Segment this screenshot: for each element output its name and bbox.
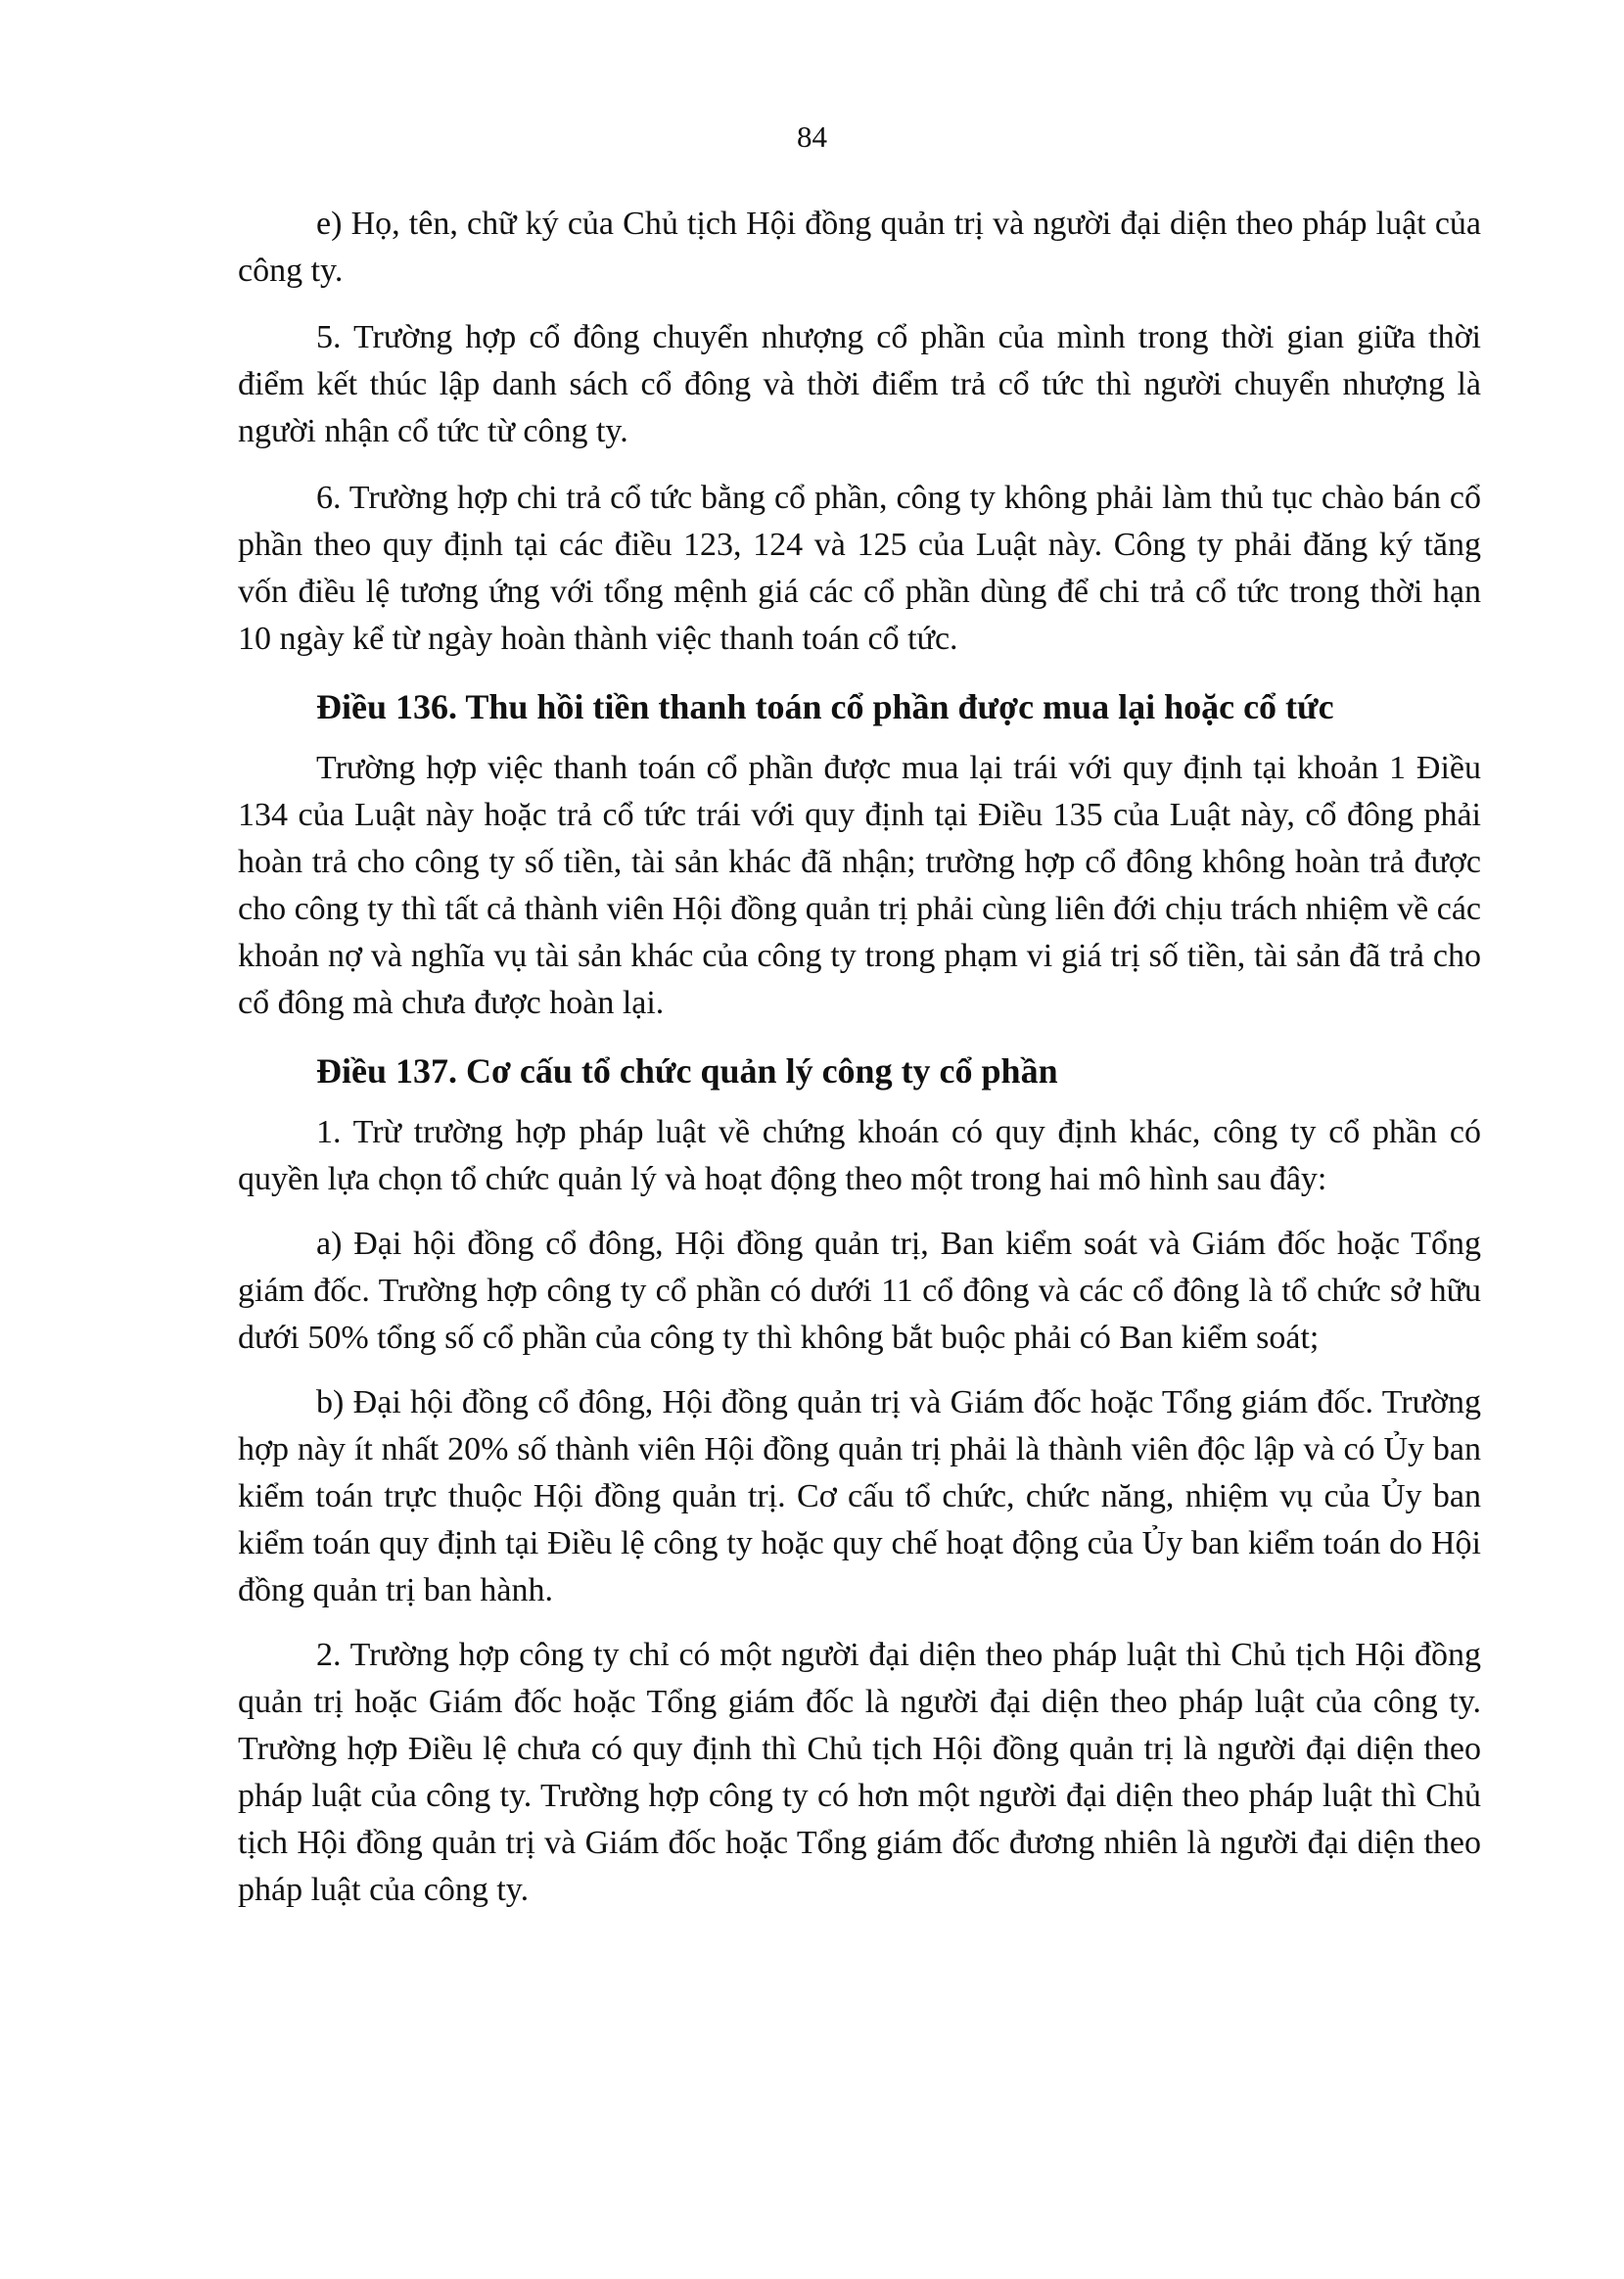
- paragraph-clause-5: 5. Trường hợp cổ đông chuyển nhượng cổ phần của mình trong thời gian giữa thời điểm kết thúc lập danh sách cổ đông và thời điểm trả cổ tức thì người chuyển nhượng là người nhận cổ tức từ công ty.: [238, 319, 1481, 449]
- page-number: 84: [797, 119, 827, 154]
- paragraph-clause-6: 6. Trường hợp chi trả cổ tức bằng cổ phần, công ty không phải làm thủ tục chào bán cổ phần theo quy định tại các điều 123, 124 và 125 của Luật này. Công ty phải đăng ký tăng vốn điều lệ tương ứng với tổng mệnh giá các cổ phần dùng để chi trả cổ tức trong thời hạn 10 ngày kể từ ngày hoàn thành việc thanh toán cổ tức.: [238, 480, 1481, 657]
- article-137-clause-1a: a) Đại hội đồng cổ đông, Hội đồng quản trị, Ban kiểm soát và Giám đốc hoặc Tổng giám đốc. Trường hợp công ty cổ phần có dưới 11 cổ đông và các cổ đông là tổ chức sở hữu dưới 50% tổng số cổ phần của công ty thì không bắt buộc phải có Ban kiểm soát;: [238, 1226, 1481, 1356]
- paragraph-clause-e: e) Họ, tên, chữ ký của Chủ tịch Hội đồng quản trị và người đại diện theo pháp luật của công ty.: [238, 206, 1481, 289]
- article-137-heading: Điều 137. Cơ cấu tổ chức quản lý công ty cổ phần: [316, 1051, 1058, 1091]
- article-136-body: Trường hợp việc thanh toán cổ phần được mua lại trái với quy định tại khoản 1 Điều 134 của Luật này hoặc trả cổ tức trái với quy định tại Điều 135 của Luật này, cổ đông phải hoàn trả cho công ty số tiền, tài sản khác đã nhận; trường hợp cổ đông không hoàn trả được cho công ty thì tất cả thành viên Hội đồng quản trị phải cùng liên đới chịu trách nhiệm về các khoản nợ và nghĩa vụ tài sản khác của công ty trong phạm vi giá trị số tiền, tài sản đã trả cho cổ đông mà chưa được hoàn lại.: [238, 750, 1481, 1021]
- document-body: [238, 201, 1481, 1933]
- article-137-clause-1: 1. Trừ trường hợp pháp luật về chứng khoán có quy định khác, công ty cổ phần có quyền lựa chọn tổ chức quản lý và hoạt động theo một trong hai mô hình sau đây:: [238, 1114, 1481, 1197]
- article-137-clause-1b: b) Đại hội đồng cổ đông, Hội đồng quản trị và Giám đốc hoặc Tổng giám đốc. Trường hợp này ít nhất 20% số thành viên Hội đồng quản trị phải là thành viên độc lập và có Ủy ban kiểm toán trực thuộc Hội đồng quản trị. Cơ cấu tổ chức, chức năng, nhiệm vụ của Ủy ban kiểm toán quy định tại Điều lệ công ty hoặc quy chế hoạt động của Ủy ban kiểm toán do Hội đồng quản trị ban hành.: [238, 1384, 1481, 1608]
- article-136-heading: Điều 136. Thu hồi tiền thanh toán cổ phần được mua lại hoặc cổ tức: [316, 687, 1334, 726]
- article-137-clause-2: 2. Trường hợp công ty chỉ có một người đại diện theo pháp luật thì Chủ tịch Hội đồng quản trị hoặc Giám đốc hoặc Tổng giám đốc là người đại diện theo pháp luật của công ty. Trường hợp Điều lệ chưa có quy định thì Chủ tịch Hội đồng quản trị là người đại diện theo pháp luật của công ty. Trường hợp công ty có hơn một người đại diện theo pháp luật thì Chủ tịch Hội đồng quản trị và Giám đốc hoặc Tổng giám đốc đương nhiên là người đại diện theo pháp luật của công ty.: [238, 1637, 1481, 1908]
